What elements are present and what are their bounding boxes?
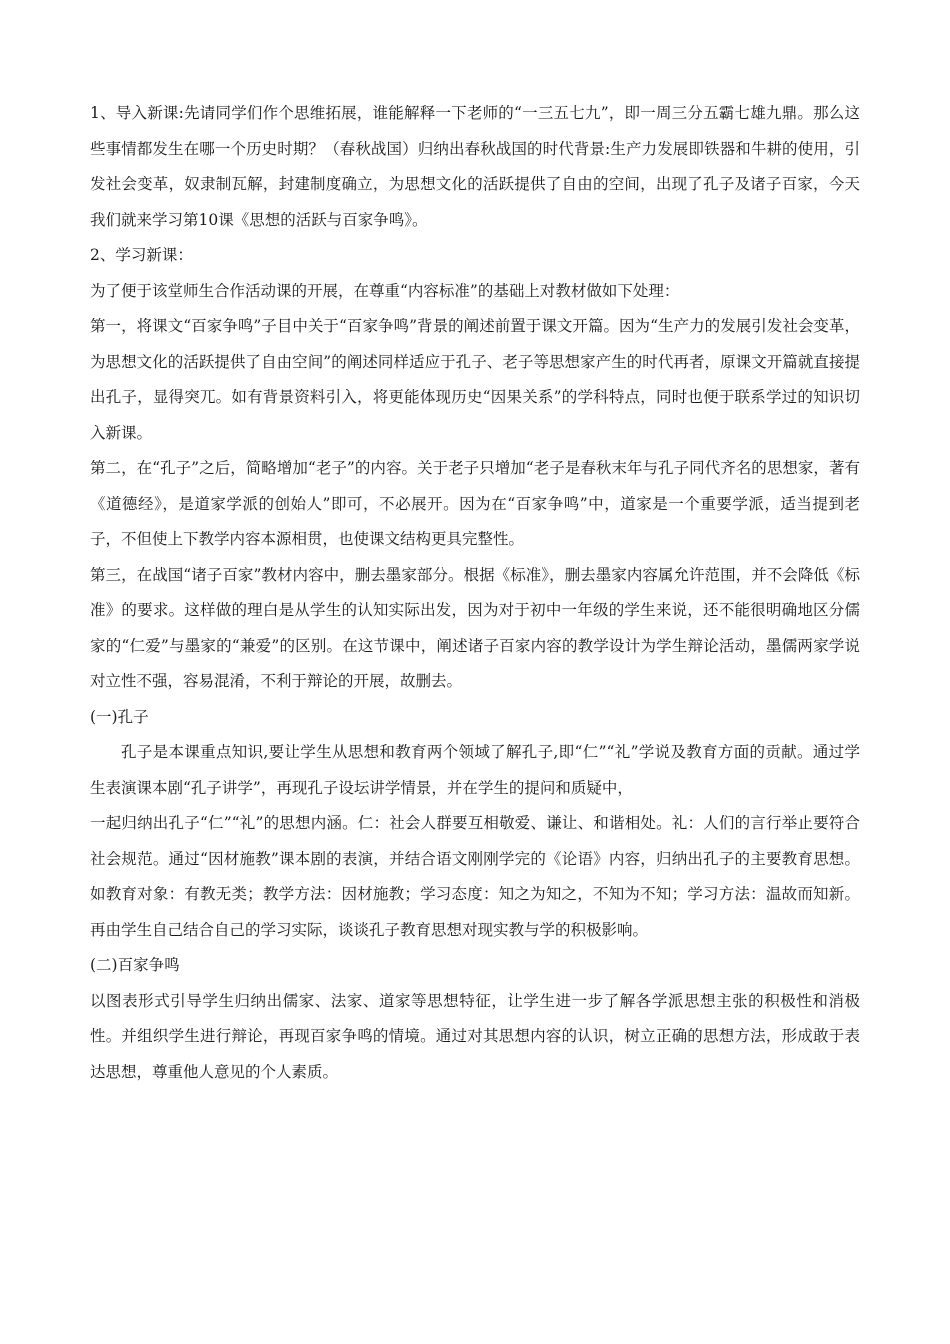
paragraph-confucius-1: 孔子是本课重点知识,要让学生从思想和教育两个领域了解孔子,即“仁”“礼”学说及教育方面的贡献。通过学生表演课本剧“孔子讲学”，再现孔子设坛讲学情景，并在学生的提问和质疑中， bbox=[90, 743, 860, 797]
paragraph-point-3: 第三，在战国“诸子百家”教材内容中，删去墨家部分。根据《标准》，删去墨家内容属允许范围，并不会降低《标准》的要求。这样做的理白是从学生的认知实际出发，因为对于初中一年级的学生来说，还不能很明确地区分儒家的“仁爱”与墨家的“兼爱”的区别。在这节课中，阐述诸子百家内容的教学设计为学生辩论活动，墨儒两家学说对立性不强，容易混淆，不利于辩论的开展，故删去。 bbox=[90, 565, 860, 690]
document-page bbox=[90, 96, 860, 1090]
heading-confucius: (一)孔子 bbox=[90, 707, 149, 726]
paragraph-hundred-schools: 以图表形式引导学生归纳出儒家、法家、道家等思想特征，让学生进一步了解各学派思想主张的积极性和消极性。并组织学生进行辩论，再现百家争鸣的情境。通过对其思想内容的认识，树立正确的思想方法，形成敢于表达思想，尊重他人意见的个人素质。 bbox=[90, 991, 860, 1081]
heading-learn-new-lesson: 2、学习新课： bbox=[90, 246, 193, 264]
paragraph-point-2: 第二，在“孔子”之后，简略增加“老子”的内容。关于老子只增加“老子是春秋末年与孔子同代齐名的思想家，著有《道德经》，是道家学派的创始人”即可，不必展开。因为在“百家争鸣”中，道家是一个重要学派，适当提到老子，不但使上下教学内容本源相贯，也使课文结构更具完整性。 bbox=[90, 459, 860, 548]
paragraph-intro-lesson: 1、导入新课:先请同学们作个思维拓展，谁能解释一下老师的“一三五七九”，即一周三分五霸七雄九鼎。那么这些事情都发生在哪一个历史时期？（春秋战国）归纳出春秋战国的时代背景:生产力发展即铁器和牛耕的使用，引发社会变革，奴隶制瓦解，封建制度确立，为思想文化的活跃提供了自由的空间，出现了孔子及诸子百家，今天我们就来学习第10课《思想的活跃与百家争鸣》。 bbox=[90, 104, 860, 229]
heading-hundred-schools: (二)百家争鸣 bbox=[90, 956, 180, 974]
paragraph-processing-intro: 为了便于该堂师生合作活动课的开展，在尊重“内容标准”的基础上对教材做如下处理： bbox=[90, 281, 680, 300]
paragraph-point-1: 第一，将课文“百家争鸣”子目中关于“百家争鸣”背景的阐述前置于课文开篇。因为“生产力的发展引发社会变革，为思想文化的活跃提供了自由空间”的阐述同样适应于孔子、老子等思想家产生的时代再者，原课文开篇就直接提出孔子，显得突兀。如有背景资料引入，将更能体现历史“因果关系”的学科特点，同时也便于联系学过的知识切入新课。 bbox=[90, 317, 860, 442]
paragraph-confucius-2: 一起归纳出孔子“仁”“礼”的思想内涵。仁：社会人群要互相敬爱、谦让、和谐相处。礼：人们的言行举止要符合社会规范。通过“因材施教”课本剧的表演，并结合语文刚刚学完的《论语》内容，归纳出孔子的主要教育思想。如教育对象：有教无类；教学方法：因材施教；学习态度：知之为知之，不知为不知；学习方法：温故而知新。再由学生自己结合自己的学习实际，谈谈孔子教育思想对现实教与学的积极影响。 bbox=[90, 814, 860, 939]
